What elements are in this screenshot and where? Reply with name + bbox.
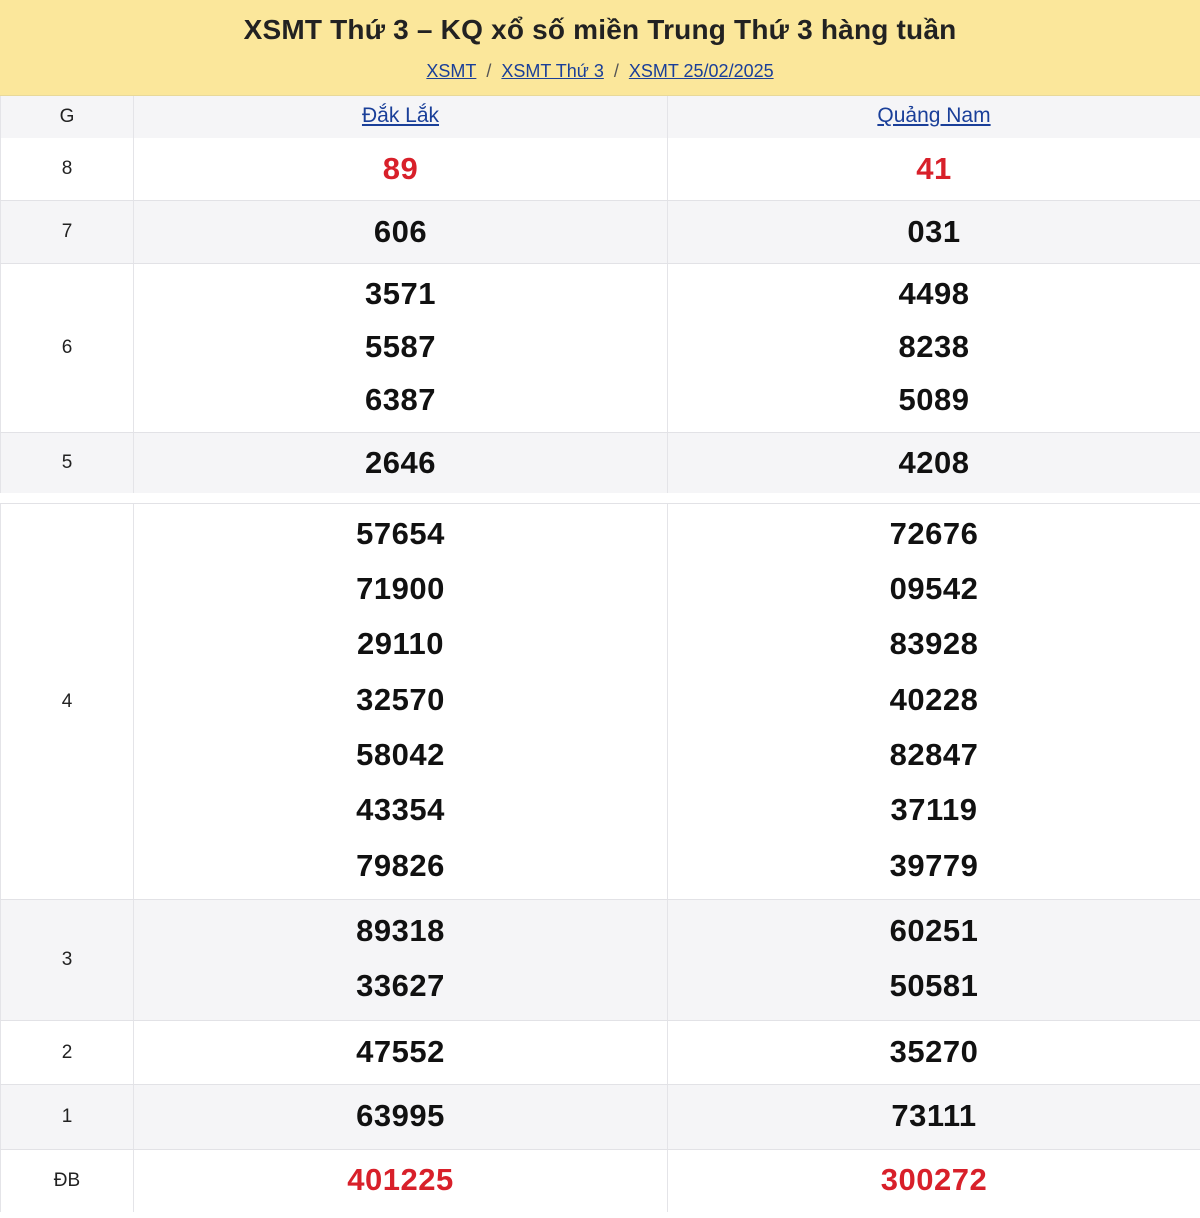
breadcrumb [0, 61, 1200, 82]
result-number: 29110 [357, 626, 444, 661]
result-number: 35270 [889, 1034, 979, 1069]
result-number: 72676 [889, 516, 979, 551]
prize-row-3 [0, 900, 1200, 1020]
province-link-quang-nam[interactable]: Quảng Nam [877, 104, 991, 127]
result-number: 5587 [365, 329, 436, 364]
prize-row-7 [0, 201, 1200, 263]
result-cell [668, 1085, 1200, 1149]
page-title: XSMT Thứ 3 – KQ xổ số miền Trung Thứ 3 hàng tuần [243, 14, 957, 45]
result-cell [134, 1085, 668, 1149]
breadcrumb-xsmt-thu-3[interactable]: XSMT Thứ 3 [501, 61, 604, 81]
breadcrumb-separator: / [486, 61, 492, 81]
result-number: 41 [916, 151, 952, 186]
result-number: 73111 [891, 1098, 977, 1133]
result-number: 8238 [898, 329, 970, 364]
result-cell [668, 504, 1200, 899]
result-cell [668, 900, 1200, 1020]
result-number: 83928 [889, 626, 979, 661]
result-cell [134, 1021, 668, 1084]
province-link-dak-lak[interactable]: Đắk Lắk [361, 104, 440, 127]
result-cell [668, 138, 1200, 200]
table-header-row [0, 96, 1200, 138]
result-number: 57654 [356, 516, 445, 551]
result-number: 401225 [347, 1162, 454, 1197]
result-number: 82847 [889, 737, 979, 772]
result-cell [134, 433, 668, 493]
result-number: 4208 [898, 445, 970, 480]
result-number: 60251 [889, 913, 979, 948]
prize-label: 6 [0, 264, 134, 432]
result-number: 5089 [898, 382, 970, 417]
result-number: 4498 [898, 276, 970, 311]
breadcrumb-xsmt-date[interactable]: XSMT 25/02/2025 [628, 61, 774, 81]
result-cell [668, 201, 1200, 263]
result-cell [134, 264, 668, 432]
result-number: 09542 [889, 571, 979, 606]
result-number: 89318 [356, 913, 445, 948]
prize-label: 5 [0, 433, 134, 493]
prize-label: 1 [0, 1085, 134, 1149]
prize-label: ĐB [0, 1150, 134, 1212]
result-cell [134, 900, 668, 1020]
result-number: 300272 [880, 1162, 988, 1197]
prize-label: 8 [0, 138, 134, 200]
result-number: 2646 [365, 445, 436, 480]
prize-label: 4 [0, 504, 134, 899]
prize-row-8 [0, 138, 1200, 200]
result-cell [668, 1150, 1200, 1212]
breadcrumb-separator: / [613, 61, 619, 81]
result-number: 37119 [890, 792, 978, 827]
result-number: 89 [382, 151, 419, 186]
result-number: 47552 [356, 1034, 445, 1069]
result-number: 58042 [356, 737, 445, 772]
result-number: 6387 [365, 382, 436, 417]
prize-row-special [0, 1150, 1200, 1212]
result-number: 71900 [356, 571, 445, 606]
prize-row-4 [0, 504, 1200, 899]
result-number: 606 [373, 214, 428, 249]
prize-column-header: G [0, 96, 134, 138]
result-cell [668, 1021, 1200, 1084]
result-number: 40228 [889, 682, 979, 717]
result-number: 32570 [356, 682, 445, 717]
result-cell [134, 201, 668, 263]
result-number: 031 [907, 214, 961, 249]
result-cell [668, 433, 1200, 493]
result-cell [134, 138, 668, 200]
prize-row-6 [0, 264, 1200, 432]
result-cell [134, 504, 668, 899]
prize-label: 2 [0, 1021, 134, 1084]
result-number: 33627 [356, 968, 445, 1003]
prize-row-5 [0, 433, 1200, 493]
prize-row-1 [0, 1085, 1200, 1149]
result-number: 63995 [356, 1098, 445, 1133]
result-cell [668, 264, 1200, 432]
result-number: 50581 [889, 968, 979, 1003]
prize-label: 3 [0, 900, 134, 1020]
result-number: 43354 [356, 792, 445, 827]
result-number: 79826 [356, 848, 445, 883]
result-cell [134, 1150, 668, 1212]
result-number: 39779 [889, 848, 979, 883]
province-cell [134, 96, 668, 138]
prize-label: 7 [0, 201, 134, 263]
breadcrumb-xsmt[interactable]: XSMT [426, 61, 477, 81]
result-number: 3571 [365, 276, 436, 311]
page-header [0, 0, 1200, 96]
prize-row-2 [0, 1021, 1200, 1084]
province-cell [668, 96, 1200, 138]
